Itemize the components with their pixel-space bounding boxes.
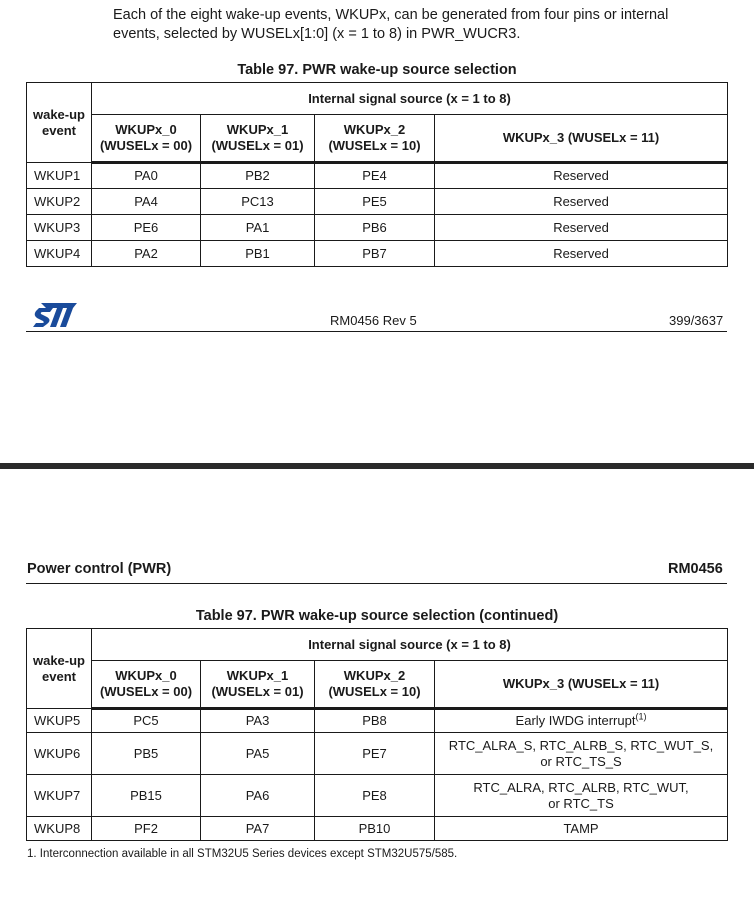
cell: RTC_ALRA, RTC_ALRB, RTC_WUT, or RTC_TS [435, 775, 728, 817]
cell: PB6 [315, 215, 435, 241]
cell: PB2 [201, 163, 315, 189]
header-wkupx-3: WKUPx_3 (WUSELx = 11) [435, 661, 728, 709]
table1 [26, 82, 728, 267]
table2 [26, 628, 728, 841]
st-logo-icon [33, 303, 77, 327]
header-internal-signal-source: Internal signal source (x = 1 to 8) [92, 83, 728, 115]
cell: TAMP [435, 817, 728, 841]
cell: Reserved [435, 163, 728, 189]
intro-paragraph [113, 6, 733, 44]
footer-doc-rev: RM0456 Rev 5 [330, 313, 417, 328]
table-row [27, 733, 728, 775]
event-cell: WKUP2 [27, 189, 92, 215]
cell: PA5 [201, 733, 315, 775]
cell: PA7 [201, 817, 315, 841]
cell: RTC_ALRA_S, RTC_ALRB_S, RTC_WUT_S, or RTC_TS_S [435, 733, 728, 775]
table-row [27, 241, 728, 267]
table-row [27, 709, 728, 733]
header-wkupx-0: WKUPx_0 (WUSELx = 00) [92, 115, 201, 163]
cell: PC13 [201, 189, 315, 215]
table-row [27, 775, 728, 817]
header-section-title: Power control (PWR) [27, 561, 172, 577]
table-row [27, 189, 728, 215]
header-wkupx-1: WKUPx_1 (WUSELx = 01) [201, 661, 315, 709]
header-wkupx-1: WKUPx_1 (WUSELx = 01) [201, 115, 315, 163]
intro-line-1: Each of the eight wake-up events, WKUPx, can be generated from four pins or internal [113, 7, 669, 23]
cell: PB8 [315, 709, 435, 733]
header-wkupx-3: WKUPx_3 (WUSELx = 11) [435, 115, 728, 163]
header-wakeup-event: wake-up event [27, 629, 92, 709]
cell: Reserved [435, 241, 728, 267]
cell: PB7 [315, 241, 435, 267]
cell: PA0 [92, 163, 201, 189]
cell: PB10 [315, 817, 435, 841]
event-cell: WKUP6 [27, 733, 92, 775]
event-cell: WKUP1 [27, 163, 92, 189]
footnote-ref: (1) [635, 711, 647, 722]
footer-page-number: 399/3637 [669, 313, 724, 328]
cell: PE8 [315, 775, 435, 817]
header-wakeup-event: wake-up event [27, 83, 92, 163]
header-wkupx-2: WKUPx_2 (WUSELx = 10) [315, 115, 435, 163]
cell: PE5 [315, 189, 435, 215]
header-doc-id: RM0456 [668, 561, 723, 577]
cell: PB15 [92, 775, 201, 817]
event-cell: WKUP4 [27, 241, 92, 267]
cell: Early IWDG interrupt$^{(1)}$ [435, 709, 728, 733]
cell: PA2 [92, 241, 201, 267]
table-row [27, 163, 728, 189]
cell: PA6 [201, 775, 315, 817]
cell: PE7 [315, 733, 435, 775]
footer-rule [26, 331, 727, 332]
footnote: 1. Interconnection available in all STM32U5 Series devices except STM32U575/585. [27, 848, 458, 860]
event-cell: WKUP5 [27, 709, 92, 733]
cell: PA3 [201, 709, 315, 733]
event-cell: WKUP7 [27, 775, 92, 817]
table2-caption: Table 97. PWR wake-up source selection (continued) [195, 608, 559, 624]
intro-line-2: events, selected by WUSELx[1:0] (x = 1 to 8) in PWR_WUCR3. [113, 26, 521, 42]
cell: Reserved [435, 215, 728, 241]
header-rule [26, 583, 727, 584]
cell: PB1 [201, 241, 315, 267]
page-divider [0, 463, 754, 469]
cell: PE4 [315, 163, 435, 189]
header-wkupx-2: WKUPx_2 (WUSELx = 10) [315, 661, 435, 709]
cell: PA1 [201, 215, 315, 241]
header-internal-signal-source: Internal signal source (x = 1 to 8) [92, 629, 728, 661]
table-row [27, 817, 728, 841]
cell: PB5 [92, 733, 201, 775]
event-cell: WKUP8 [27, 817, 92, 841]
table1-caption: Table 97. PWR wake-up source selection [237, 62, 517, 78]
event-cell: WKUP3 [27, 215, 92, 241]
cell: Reserved [435, 189, 728, 215]
cell: PF2 [92, 817, 201, 841]
header-wkupx-0: WKUPx_0 (WUSELx = 00) [92, 661, 201, 709]
cell: PA4 [92, 189, 201, 215]
cell: PE6 [92, 215, 201, 241]
table-row [27, 215, 728, 241]
cell: PC5 [92, 709, 201, 733]
